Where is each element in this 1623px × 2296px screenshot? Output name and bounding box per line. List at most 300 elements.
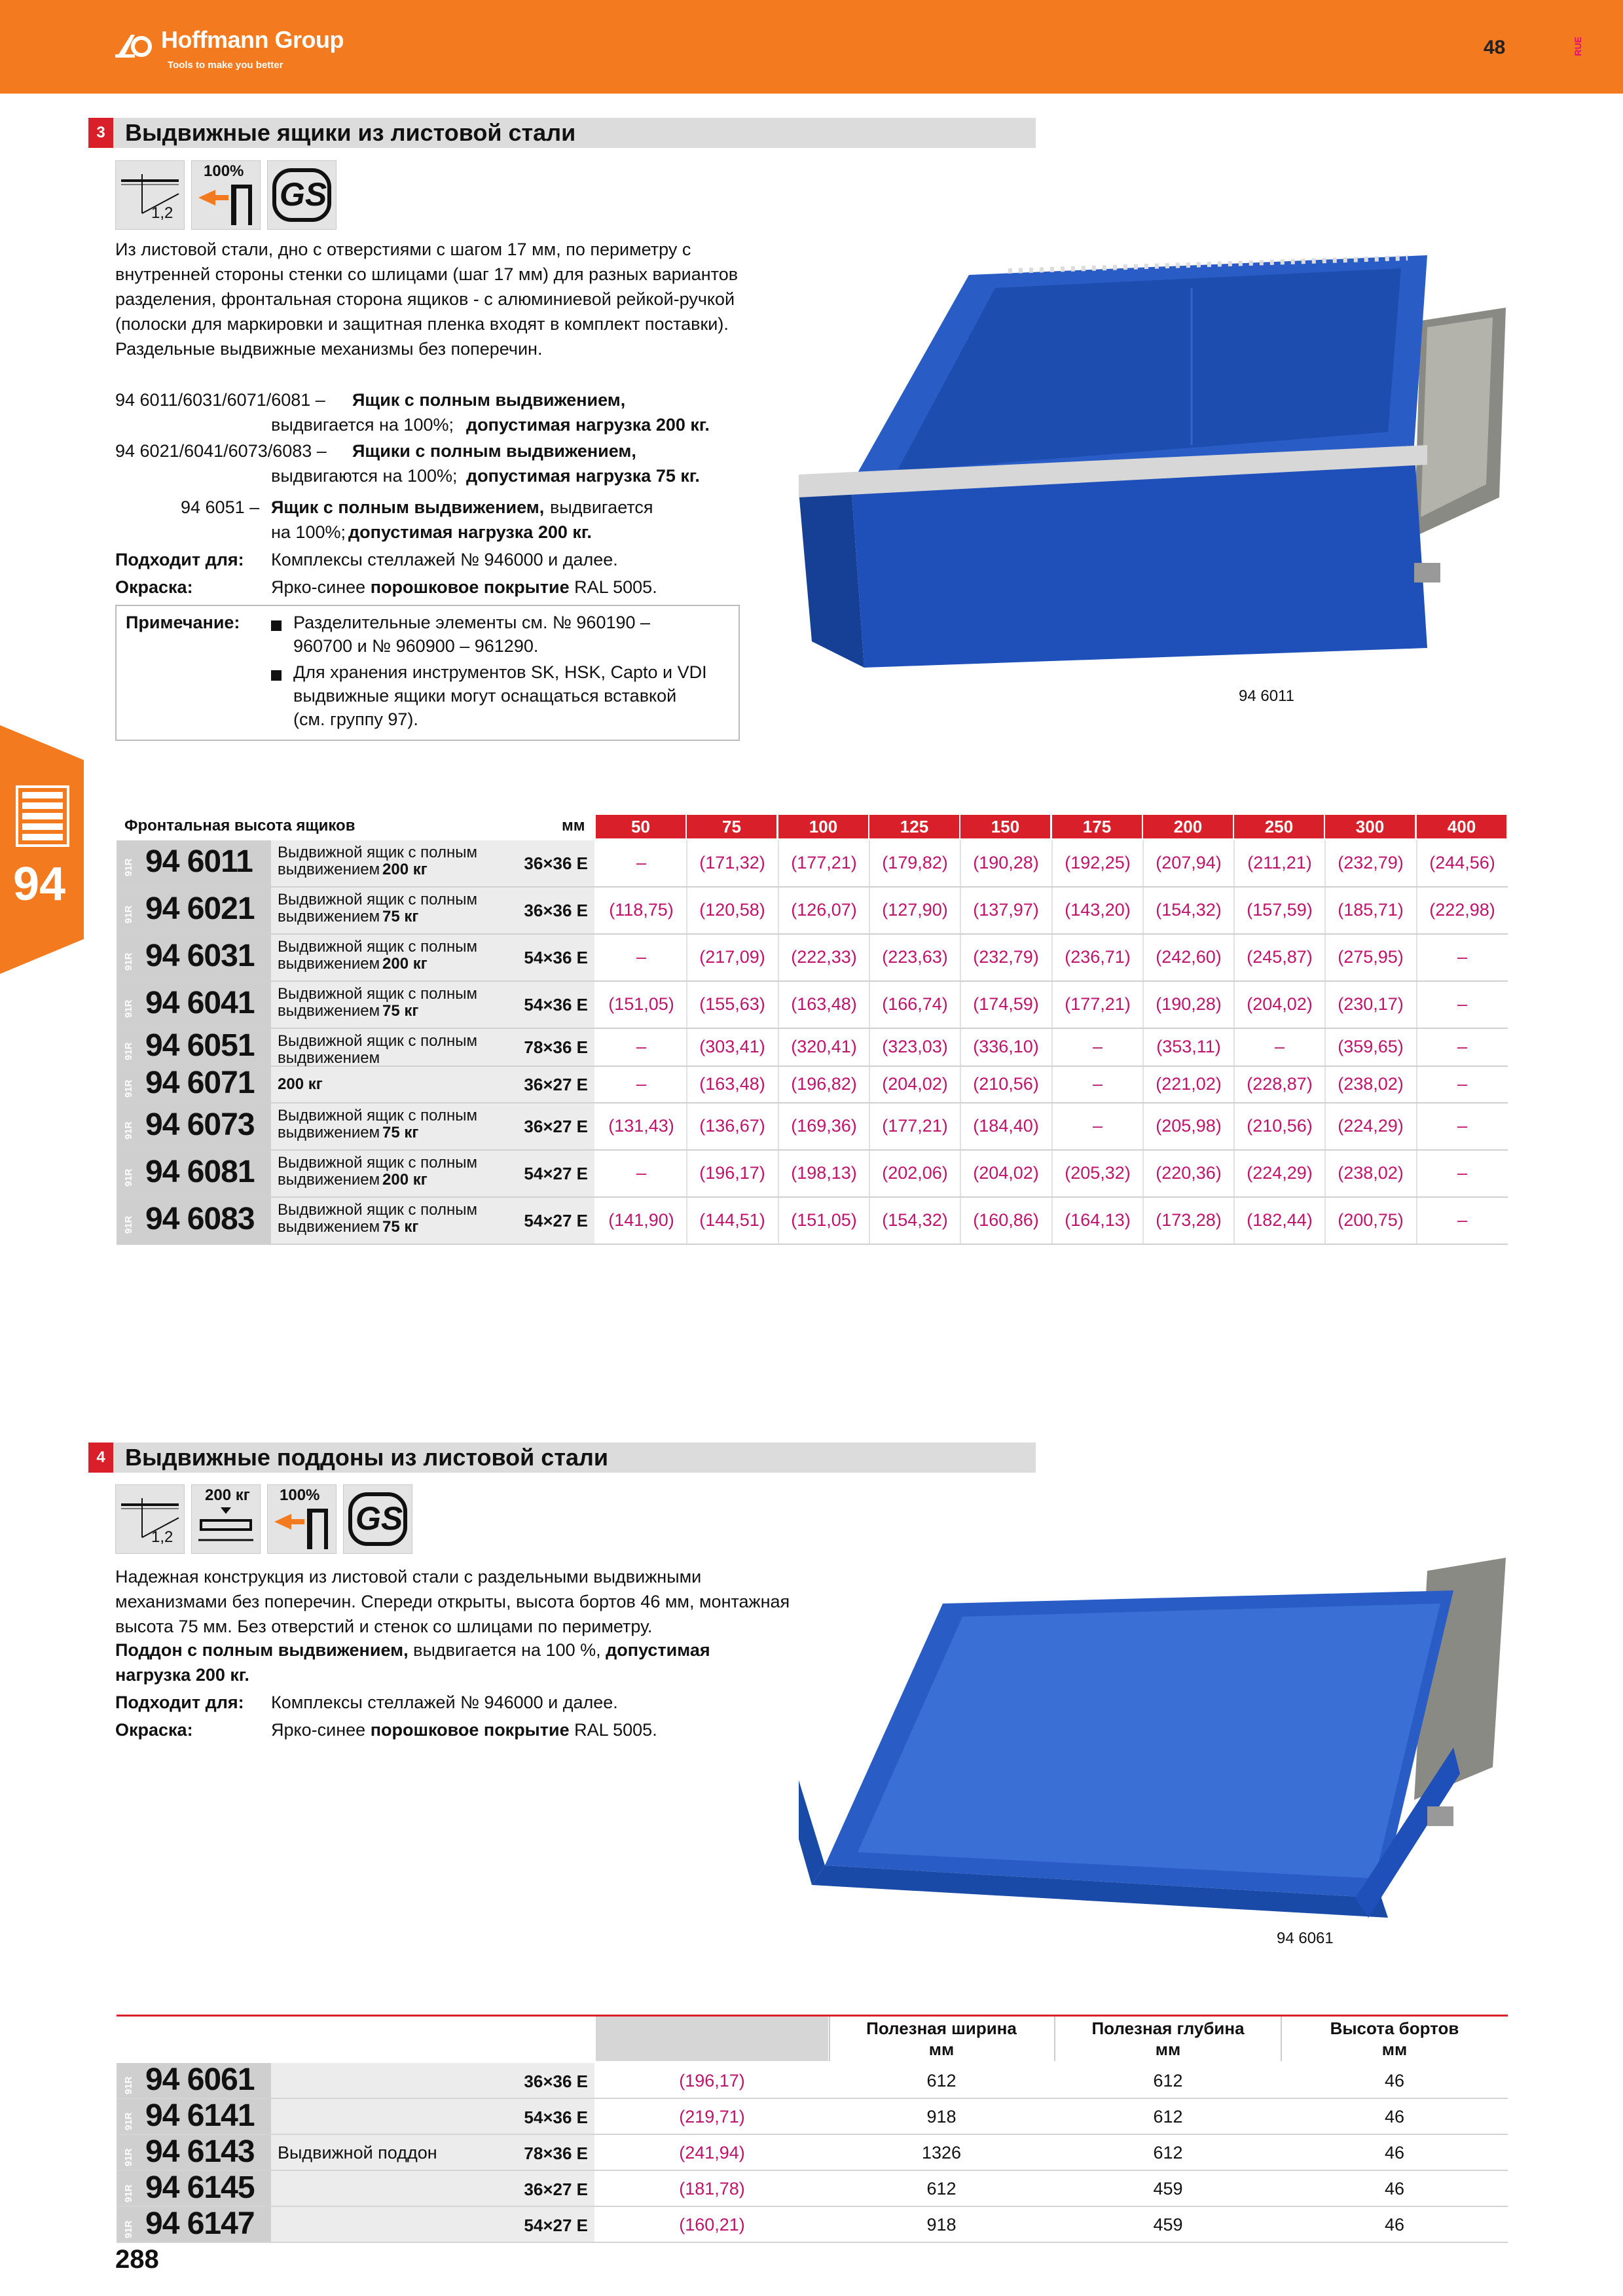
- column-divider: [869, 1198, 870, 1244]
- rim-height-cell: 46: [1384, 2214, 1405, 2234]
- tray-image-caption: 94 6061: [1277, 1929, 1334, 1947]
- price-cell: (190,28): [973, 853, 1039, 872]
- column-divider: [1324, 1198, 1326, 1244]
- variant-2-title: Ящики с полным выдвижением,: [352, 441, 636, 461]
- price-cell: (223,63): [882, 947, 948, 967]
- column-divider: [1142, 1198, 1144, 1244]
- column-divider: [1051, 1151, 1053, 1196]
- price-cell: (141,90): [608, 1210, 674, 1230]
- row-size: 78×36 E: [524, 2143, 588, 2163]
- row-description-line-2: выдвижением: [278, 1049, 380, 1067]
- sheet-steel-tray-image: [799, 1551, 1509, 1918]
- price-cell: –: [1457, 1163, 1468, 1183]
- row-description-line-2: выдвижением: [278, 1124, 380, 1141]
- variant-2-extension: выдвигаются на 100%;: [271, 466, 458, 486]
- row-description-line-1: Выдвижной ящик с полным: [278, 938, 477, 956]
- drawer-image-caption: 94 6011: [1239, 687, 1294, 705]
- column-divider: [778, 1151, 779, 1196]
- brand-logo: [115, 26, 344, 71]
- column-divider: [960, 1029, 961, 1066]
- price-cell: (137,97): [973, 900, 1039, 920]
- row-size: 54×27 E: [524, 2215, 588, 2235]
- gs-certification-badge: [267, 160, 337, 230]
- variant-1-title: Ящик с полным выдвижением,: [352, 390, 626, 410]
- table-1-column-header: 200: [1143, 815, 1233, 838]
- sku-prefix: 91R: [123, 2219, 134, 2238]
- column-divider: [686, 1103, 687, 1149]
- price-cell: (238,02): [1338, 1163, 1404, 1183]
- usable-depth-cell: 459: [1153, 2214, 1183, 2234]
- price-cell: (160,86): [973, 1210, 1039, 1230]
- price-cell: –: [1274, 1037, 1285, 1056]
- price-cell: (160,21): [679, 2214, 745, 2234]
- row-size: 36×36 E: [524, 853, 588, 873]
- usable-depth-cell: 459: [1153, 2178, 1183, 2198]
- sku-number: 94 6041: [145, 986, 255, 1020]
- price-cell: (177,21): [791, 853, 857, 872]
- section-4-number: 4: [88, 1443, 113, 1473]
- price-cell: –: [1092, 1074, 1103, 1094]
- price-cell: (323,03): [882, 1037, 948, 1056]
- row-description-line-1: Выдвижной ящик с полным: [278, 1154, 477, 1172]
- column-divider: [1324, 935, 1326, 980]
- price-cell: (144,51): [699, 1210, 765, 1230]
- table-2-row-separator: [117, 2098, 1508, 2099]
- table-2-description: Выдвижной поддон: [278, 2143, 437, 2162]
- column-divider: [1233, 1151, 1235, 1196]
- column-divider: [960, 888, 961, 933]
- column-divider: [1142, 1029, 1144, 1066]
- price-cell: (230,17): [1338, 994, 1404, 1014]
- column-divider: [1142, 888, 1144, 933]
- price-cell: (202,06): [882, 1163, 948, 1183]
- row-description-line-2: выдвижением: [278, 1002, 380, 1020]
- note-2-line-2: выдвижные ящики могут оснащаться вставкой: [293, 686, 677, 706]
- note-1-line-1: Разделительные элементы см. № 960190 –: [293, 613, 651, 632]
- column-divider: [1051, 1067, 1053, 1102]
- row-description-line-2: выдвижением: [278, 955, 380, 973]
- sku-number: 94 6071: [145, 1066, 255, 1100]
- column-divider: [1051, 982, 1053, 1028]
- price-cell: (359,65): [1338, 1037, 1404, 1056]
- sheet-thickness-icon: [116, 1485, 184, 1553]
- column-divider: [1233, 982, 1235, 1028]
- usable-depth-cell: 612: [1153, 2142, 1183, 2162]
- column-divider: [686, 840, 687, 886]
- row-description-line-1: Выдвижной ящик с полным: [278, 844, 477, 861]
- price-cell: (238,02): [1338, 1074, 1404, 1094]
- sku-prefix: 91R: [123, 1121, 134, 1139]
- price-cell: (196,17): [699, 1163, 765, 1183]
- table-1-column-header: 250: [1234, 815, 1324, 838]
- hoffmann-logo-icon: [115, 32, 156, 58]
- note-2-line-3: (см. группу 97).: [293, 709, 418, 729]
- section-4-header: [88, 1443, 1036, 1473]
- price-cell: (220,36): [1156, 1163, 1222, 1183]
- price-cell: (118,75): [609, 900, 674, 920]
- row-size: 36×27 E: [524, 1075, 588, 1094]
- price-cell: (244,56): [1429, 853, 1495, 872]
- variant-2-codes: 94 6021/6041/6073/6083 –: [115, 441, 327, 461]
- price-cell: (196,82): [791, 1074, 857, 1094]
- storage-cabinet-icon: [16, 785, 69, 847]
- table-1-column-header: 75: [687, 815, 776, 838]
- tray-fits-label: Подходит для:: [115, 1693, 244, 1712]
- column-divider: [960, 935, 961, 980]
- tray-full-extension-value: 100%: [280, 1486, 320, 1504]
- column-divider: [1233, 840, 1235, 886]
- sku-prefix: 91R: [123, 2147, 134, 2166]
- price-cell: (143,20): [1065, 900, 1131, 920]
- column-divider: [1416, 982, 1417, 1028]
- price-cell: (196,17): [679, 2070, 745, 2090]
- price-cell: (171,32): [699, 853, 765, 872]
- price-cell: (157,59): [1247, 900, 1313, 920]
- price-cell: (131,43): [608, 1116, 674, 1136]
- table-1-column-header: 175: [1052, 815, 1142, 838]
- column-divider: [869, 1151, 870, 1196]
- gs-certification-text: GS: [280, 176, 327, 213]
- table-1-column-header: 50: [596, 815, 685, 838]
- price-cell: (151,05): [791, 1210, 857, 1230]
- tray-paint-color: Ярко-синее: [271, 1720, 366, 1740]
- sku-prefix: 91R: [123, 2075, 134, 2094]
- column-divider: [1416, 888, 1417, 933]
- note-bullet-1-icon: [271, 620, 282, 631]
- sku-number: 94 6021: [145, 891, 255, 926]
- price-cell: (164,13): [1065, 1210, 1131, 1230]
- row-description-line-1: Выдвижной ящик с полным: [278, 891, 477, 908]
- tray-paint-ral: RAL 5005.: [574, 1720, 657, 1740]
- row-size: 36×36 E: [524, 901, 588, 920]
- table-row-separator: [117, 1244, 1508, 1245]
- table-2-row-separator: [117, 2206, 1508, 2207]
- sku-prefix: 91R: [123, 999, 134, 1018]
- tray-extension-line: [115, 1638, 710, 1662]
- price-cell: (204,02): [1247, 994, 1313, 1014]
- column-divider: [1233, 1029, 1235, 1066]
- price-cell: –: [636, 947, 647, 967]
- table-2-header-unit: мм: [1155, 2039, 1181, 2059]
- column-divider: [1142, 1103, 1144, 1149]
- row-size: 54×27 E: [524, 1164, 588, 1183]
- row-description-line-1: Выдвижной ящик с полным: [278, 1107, 477, 1124]
- price-cell: (192,25): [1065, 853, 1131, 872]
- note-label: Примечание:: [126, 613, 240, 632]
- column-divider: [1233, 888, 1235, 933]
- column-divider: [869, 982, 870, 1028]
- sku-prefix: 91R: [123, 1168, 134, 1187]
- column-divider: [1416, 1067, 1417, 1102]
- usable-depth-cell: 612: [1153, 2106, 1183, 2126]
- column-divider: [1324, 840, 1326, 886]
- group-side-tab: [0, 725, 84, 974]
- price-cell: (236,71): [1065, 947, 1131, 967]
- row-description-load: 200 кг: [278, 1075, 323, 1093]
- price-cell: (200,75): [1338, 1210, 1404, 1230]
- row-size: 78×36 E: [524, 1037, 588, 1057]
- section-4-title: Выдвижные поддоны из листовой стали: [125, 1444, 608, 1471]
- tray-paint-coating: порошковое покрытие: [370, 1720, 570, 1740]
- column-divider: [1416, 1029, 1417, 1066]
- row-size: 54×36 E: [524, 2107, 588, 2127]
- table-2-row-separator: [117, 2170, 1508, 2171]
- column-divider: [869, 1029, 870, 1066]
- price-cell: (174,59): [973, 994, 1039, 1014]
- row-description-load: 200 кг: [382, 1171, 428, 1189]
- row-size: 54×36 E: [524, 995, 588, 1014]
- price-cell: (245,87): [1247, 947, 1313, 967]
- tray-gs-badge: [343, 1484, 412, 1554]
- price-cell: (224,29): [1247, 1163, 1313, 1183]
- price-cell: –: [1457, 1074, 1468, 1094]
- tray-load-label: допустимая: [606, 1640, 710, 1660]
- sheet-steel-drawer-image: [799, 249, 1509, 681]
- price-cell: (185,71): [1338, 900, 1404, 920]
- paint-value: [271, 575, 657, 600]
- price-cell: (204,02): [882, 1074, 948, 1094]
- sku-number: 94 6145: [145, 2170, 255, 2205]
- header-divider: [829, 2017, 830, 2061]
- column-divider: [778, 1067, 779, 1102]
- tray-extension-plain: выдвигается на 100 %,: [413, 1640, 601, 1660]
- column-divider: [1324, 888, 1326, 933]
- price-cell: (219,71): [679, 2106, 745, 2126]
- variant-1-load: допустимая нагрузка 200 кг.: [466, 415, 710, 435]
- rim-height-cell: 46: [1384, 2178, 1405, 2198]
- table-2-header-title: Полезная ширина: [866, 2018, 1017, 2038]
- column-divider: [686, 1198, 687, 1244]
- tray-thickness-badge: [115, 1484, 185, 1554]
- price-cell: (210,56): [973, 1074, 1039, 1094]
- column-divider: [1142, 1067, 1144, 1102]
- price-cell: (242,60): [1156, 947, 1222, 967]
- column-divider: [1324, 1067, 1326, 1102]
- row-description-load: 75 кг: [382, 1002, 419, 1020]
- price-cell: (190,28): [1156, 994, 1222, 1014]
- column-divider: [1051, 888, 1053, 933]
- sku-prefix: 91R: [123, 2183, 134, 2202]
- price-cell: –: [1092, 1037, 1103, 1056]
- price-cell: (207,94): [1156, 853, 1222, 872]
- price-cell: (205,32): [1065, 1163, 1131, 1183]
- language-code: RUE: [1573, 37, 1583, 56]
- column-divider: [1416, 840, 1417, 886]
- note-bullet-2-icon: [271, 670, 282, 681]
- sku-number: 94 6081: [145, 1155, 255, 1189]
- sku-prefix: 91R: [123, 858, 134, 876]
- variant-3-extension-word: выдвигается: [550, 497, 653, 517]
- price-cell: –: [636, 1037, 647, 1056]
- full-extension-icon: [192, 181, 260, 229]
- price-cell: (154,32): [1156, 900, 1222, 920]
- price-cell: (181,78): [679, 2178, 745, 2198]
- row-description-load: 200 кг: [382, 861, 428, 878]
- price-cell: (184,40): [973, 1116, 1039, 1136]
- variant-1-codes: 94 6011/6031/6071/6081 –: [115, 390, 325, 410]
- column-divider: [686, 1151, 687, 1196]
- header-divider: [1054, 2017, 1055, 2061]
- variant-2-load: допустимая нагрузка 75 кг.: [466, 466, 700, 486]
- rim-height-cell: 46: [1384, 2070, 1405, 2090]
- variant-3-extension: на 100%;: [271, 522, 346, 542]
- section-3-description: Из листовой стали, дно с отверстиями с шагом 17 мм, по периметру с внутренней стороны стенки со шлицами (шаг 17 мм) для разных вариантов разделения, фронтальная сторона ящиков - с алюминиевой рейкой-ручкой (полоски для маркировки и защитная пленка входят в комплект поставки). Раздельные выдвижные механизмы без поперечин.: [115, 240, 739, 359]
- section-3-header: [88, 118, 1036, 148]
- tray-full-extension-title: Поддон с полным выдвижением,: [115, 1640, 409, 1660]
- paint-coating: порошковое покрытие: [370, 577, 570, 597]
- price-cell: (166,74): [882, 994, 948, 1014]
- price-cell: –: [636, 1074, 647, 1094]
- price-cell: (179,82): [882, 853, 948, 872]
- price-cell: (211,21): [1247, 853, 1312, 872]
- price-cell: (163,48): [791, 994, 857, 1014]
- price-cell: (336,10): [973, 1037, 1039, 1056]
- column-divider: [1416, 1103, 1417, 1149]
- column-divider: [869, 935, 870, 980]
- price-cell: (320,41): [791, 1037, 857, 1056]
- column-divider: [1324, 982, 1326, 1028]
- table-1-header-unit: мм: [562, 817, 585, 834]
- row-description-load: 75 кг: [382, 908, 419, 925]
- price-cell: –: [1092, 1116, 1103, 1136]
- price-cell: (205,98): [1156, 1116, 1222, 1136]
- price-cell: (222,98): [1429, 900, 1495, 920]
- price-cell: (163,48): [699, 1074, 765, 1094]
- sku-prefix: 91R: [123, 905, 134, 924]
- column-divider: [960, 1198, 961, 1244]
- sku-number: 94 6051: [145, 1028, 255, 1063]
- column-divider: [1324, 1029, 1326, 1066]
- tray-paint-label: Окраска:: [115, 1720, 193, 1740]
- rim-height-cell: 46: [1384, 2142, 1405, 2162]
- price-cell: (151,05): [608, 994, 674, 1014]
- column-divider: [1233, 1103, 1235, 1149]
- price-cell: –: [636, 853, 647, 872]
- row-description-line-1: Выдвижной ящик с полным: [278, 1032, 477, 1050]
- tray-fits-value: Комплексы стеллажей № 946000 и далее.: [271, 1693, 618, 1712]
- usable-width-cell: 918: [926, 2106, 957, 2126]
- column-divider: [960, 1103, 961, 1149]
- price-cell: –: [1457, 1037, 1468, 1056]
- column-divider: [1233, 935, 1235, 980]
- column-divider: [778, 840, 779, 886]
- column-divider: [1416, 1151, 1417, 1196]
- variant-3-load: допустимая нагрузка 200 кг.: [348, 522, 592, 542]
- catalog-page-number: 48: [1484, 37, 1506, 58]
- price-cell: –: [636, 1163, 647, 1183]
- row-size: 36×36 E: [524, 2071, 588, 2091]
- price-cell: (210,56): [1247, 1116, 1313, 1136]
- sku-prefix: 91R: [123, 1042, 134, 1060]
- column-divider: [960, 840, 961, 886]
- paint-ral: RAL 5005.: [574, 577, 657, 597]
- column-divider: [1324, 1151, 1326, 1196]
- sku-number: 94 6141: [145, 2098, 255, 2133]
- footer-page-number: 288: [115, 2245, 159, 2274]
- price-cell: (127,90): [882, 900, 948, 920]
- tray-full-extension-badge: [267, 1484, 337, 1554]
- column-divider: [1142, 982, 1144, 1028]
- usable-width-cell: 1326: [921, 2142, 962, 2162]
- column-divider: [960, 1151, 961, 1196]
- sku-prefix: 91R: [123, 952, 134, 971]
- sku-number: 94 6083: [145, 1202, 255, 1236]
- price-cell: (303,41): [699, 1037, 765, 1056]
- price-cell: (169,36): [791, 1116, 857, 1136]
- row-description-load: 75 кг: [382, 1218, 419, 1236]
- table-1-column-header: 300: [1325, 815, 1415, 838]
- price-cell: –: [1457, 994, 1468, 1014]
- price-cell: (126,07): [791, 900, 857, 920]
- row-description-line-2: выдвижением: [278, 908, 380, 925]
- column-divider: [960, 982, 961, 1028]
- sku-prefix: 91R: [123, 2111, 134, 2130]
- note-1-line-2: 960700 и № 960900 – 961290.: [293, 636, 539, 656]
- header-divider: [1281, 2017, 1282, 2061]
- column-divider: [1051, 1103, 1053, 1149]
- column-divider: [1324, 1103, 1326, 1149]
- column-divider: [686, 935, 687, 980]
- load-capacity-badge: [191, 1484, 261, 1554]
- price-cell: (275,95): [1338, 947, 1404, 967]
- price-cell: (204,02): [973, 1163, 1039, 1183]
- price-cell: (222,33): [791, 947, 857, 967]
- table-1-column-header: 100: [778, 815, 868, 838]
- fits-value: Комплексы стеллажей № 946000 и далее.: [271, 550, 618, 569]
- price-cell: (232,79): [973, 947, 1039, 967]
- section-4-description: Надежная конструкция из листовой стали с раздельными выдвижными механизмами без поперечин. Спереди открыты, высота бортов 46 мм, монтажная высота 75 мм. Без отверстий и стенок со шлицами по периметру.: [115, 1567, 790, 1636]
- column-divider: [869, 1103, 870, 1149]
- sku-number: 94 6031: [145, 939, 255, 973]
- price-cell: –: [1457, 947, 1468, 967]
- column-divider: [778, 1029, 779, 1066]
- load-capacity-value: 200 кг: [205, 1486, 250, 1504]
- usable-depth-cell: 612: [1153, 2070, 1183, 2090]
- sku-number: 94 6061: [145, 2062, 255, 2097]
- table-2-header-unit: мм: [928, 2039, 955, 2059]
- column-divider: [686, 1029, 687, 1066]
- sheet-thickness-icon: [116, 161, 184, 229]
- section-3-number: 3: [88, 118, 113, 148]
- column-divider: [778, 935, 779, 980]
- price-cell: (136,67): [699, 1116, 765, 1136]
- load-capacity-icon: [192, 1505, 260, 1553]
- usable-width-cell: 918: [926, 2214, 957, 2234]
- price-cell: (198,13): [791, 1163, 857, 1183]
- row-description-line-1: Выдвижной ящик с полным: [278, 1201, 477, 1219]
- table-2-header-title: Полезная глубина: [1091, 2018, 1245, 2038]
- brand-name: Hoffmann Group: [161, 26, 344, 53]
- row-size: 54×36 E: [524, 948, 588, 967]
- paint-color: Ярко-синее: [271, 577, 366, 597]
- column-divider: [686, 888, 687, 933]
- sku-number: 94 6143: [145, 2134, 255, 2169]
- price-cell: –: [1457, 1116, 1468, 1136]
- price-cell: (217,09): [699, 947, 765, 967]
- full-extension-badge: [191, 160, 261, 230]
- sku-number: 94 6011: [145, 844, 253, 879]
- table-2-row-separator: [117, 2134, 1508, 2135]
- variant-3-codes: 94 6051 –: [181, 497, 260, 517]
- group-number: 94: [13, 858, 66, 910]
- row-description-line-1: Выдвижной ящик с полным: [278, 985, 477, 1003]
- column-divider: [869, 1067, 870, 1102]
- sku-number: 94 6073: [145, 1107, 255, 1142]
- row-description-line-2: выдвижением: [278, 1218, 380, 1236]
- fits-label: Подходит для:: [115, 550, 244, 569]
- column-divider: [1051, 1029, 1053, 1066]
- column-divider: [1142, 935, 1144, 980]
